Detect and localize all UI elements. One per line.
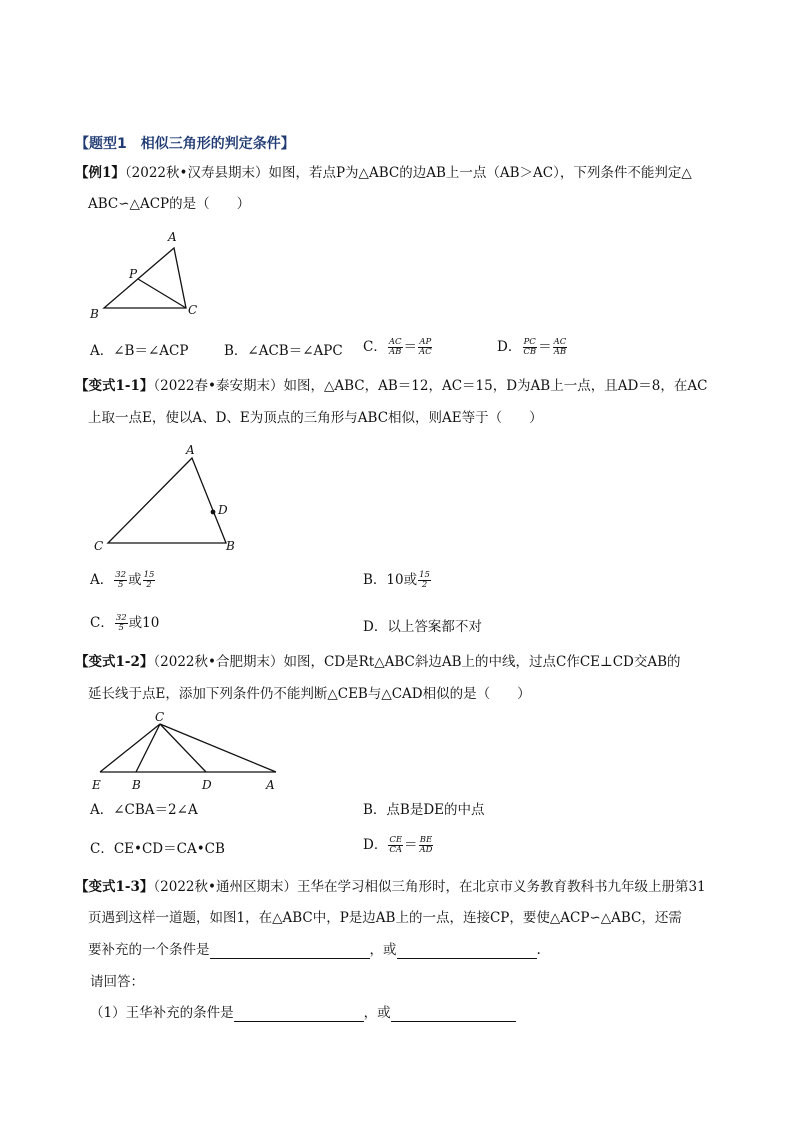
label-p: P	[129, 267, 138, 281]
ex1-option-d	[497, 338, 568, 357]
v11-text1: （2022春•泰安期末）如图，△ABC，AB＝12，AC＝15，D为AB上一点，且AD＝8，在AC	[153, 378, 708, 394]
v13-line4: 请回答：	[90, 974, 144, 990]
v11-option-c-prefix: C．	[90, 615, 114, 631]
v12-option-b: B．点B是DE的中点	[363, 802, 485, 818]
v12-triangle-figure	[86, 708, 286, 796]
v12-line2: 延长线于点E，添加下列条件仍不能判断△CEB与△CAD相似的是（ ）	[88, 686, 531, 702]
label-a: A	[186, 443, 195, 457]
v11-option-a	[90, 571, 156, 590]
fraction	[522, 338, 537, 357]
label-b: B	[226, 539, 235, 553]
fraction	[143, 571, 156, 590]
fraction-num: BE	[419, 835, 433, 845]
section-title: 【题型1 相似三角形的判定条件】	[75, 136, 295, 152]
label-c: C	[155, 710, 165, 724]
v11-option-c-suffix: 或10	[128, 615, 160, 631]
label-b: B	[132, 778, 141, 792]
fraction	[418, 571, 431, 590]
fraction	[388, 338, 403, 357]
v11-option-b-prefix: B．10或	[363, 572, 418, 588]
segment-cb	[136, 724, 160, 772]
segment-pc	[138, 279, 186, 308]
fraction	[418, 338, 433, 357]
v13-line5	[90, 1004, 516, 1022]
label-e: E	[92, 778, 101, 792]
answer-blank[interactable]	[234, 1007, 364, 1022]
equals: ＝	[404, 837, 418, 853]
answer-blank[interactable]	[210, 944, 370, 959]
fraction-den: AB	[553, 347, 567, 357]
v11-option-c	[90, 614, 159, 633]
v13-tag: 【变式1-3】	[75, 879, 154, 895]
v12-tag: 【变式1-2】	[75, 654, 154, 670]
v12-option-d	[363, 836, 435, 855]
v12-option-c: C．CE•CD＝CA•CB	[90, 841, 225, 857]
v11-option-a-prefix: A．	[90, 572, 114, 588]
fraction-den: AB	[388, 347, 402, 357]
fraction	[553, 338, 568, 357]
ex1-option-d-prefix: D．	[497, 339, 522, 355]
v13-line5-b: ，或	[363, 1005, 391, 1021]
v13-line5-a: （1）王华补充的条件是	[90, 1005, 234, 1021]
or-text: 或	[128, 572, 142, 588]
v11-option-b	[363, 571, 432, 590]
label-a: A	[168, 230, 177, 244]
fraction-num: 15	[419, 570, 430, 580]
segment-ce	[100, 724, 160, 772]
fraction	[388, 836, 403, 855]
v12-line1	[75, 653, 681, 671]
label-d: D	[202, 778, 212, 792]
fraction-den: CB	[523, 347, 537, 357]
label-c: C	[94, 539, 104, 553]
fraction-num: PC	[523, 337, 536, 347]
label-c: C	[188, 303, 198, 317]
fraction-num: AC	[553, 337, 567, 347]
v13-text1: （2022秋•通州区期末）王华在学习相似三角形时，在北京市义务教育教科书九年级上册第31	[153, 879, 706, 895]
triangle-abc	[104, 248, 186, 308]
ex1-triangle-figure	[84, 226, 214, 326]
segment-ca	[160, 724, 276, 772]
v13-line3-b: ，或	[369, 942, 397, 958]
fraction-den: AD	[419, 845, 433, 855]
fraction	[115, 614, 128, 633]
v11-triangle-figure	[88, 440, 238, 555]
ex1-tag: 【例1】	[75, 165, 125, 181]
v11-line2: 上取一点E，使以A、D、E为顶点的三角形与ABC相似，则AE等于（ ）	[88, 410, 543, 426]
fraction-den: 5	[118, 623, 124, 633]
v13-line3	[88, 941, 541, 959]
v13-line3-a: 要补充的一个条件是	[88, 942, 210, 958]
point-d	[211, 510, 216, 515]
ex1-line2: ABC∽△ACP的是（ ）	[88, 196, 251, 212]
label-a: A	[266, 778, 275, 792]
fraction-num: 15	[143, 570, 155, 580]
v11-option-d: D．以上答案都不对	[363, 619, 482, 635]
v12-option-a: A．∠CBA＝2∠A	[90, 802, 198, 818]
ex1-option-b: B．∠ACB＝∠APC	[224, 343, 343, 359]
equals: ＝	[403, 339, 417, 355]
ex1-option-a: A．∠B＝∠ACP	[90, 343, 189, 359]
fraction	[114, 571, 127, 590]
v13-line3-c: .	[536, 942, 541, 958]
triangle-abc	[108, 458, 226, 543]
label-b: B	[90, 307, 99, 321]
segment-cd	[160, 724, 206, 772]
ex1-option-c	[363, 338, 434, 357]
label-d: D	[218, 503, 228, 517]
fraction-num: CE	[389, 835, 403, 845]
v11-tag: 【变式1-1】	[75, 378, 154, 394]
ex1-option-c-prefix: C．	[363, 339, 387, 355]
fraction	[419, 836, 434, 855]
fraction-den: 2	[421, 580, 428, 590]
fraction-den: AC	[419, 347, 432, 357]
v12-option-d-prefix: D．	[363, 837, 388, 853]
v12-text1: （2022秋•合肥期末）如图，CD是Rt△ABC斜边AB上的中线，过点C作CE⊥CD交AB的	[153, 654, 681, 670]
fraction-num: AP	[419, 337, 432, 347]
ex1-text1: （2022秋•汉寿县期末）如图，若点P为△ABC的边AB上一点（AB＞AC），下列条件不能判定△	[124, 165, 692, 181]
equals: ＝	[538, 339, 552, 355]
fraction-num: AC	[388, 337, 402, 347]
v13-line2: 页遇到这样一道题，如图1，在△ABC中，P是边AB上的一点，连接CP，要使△ACP∽△ABC，还需	[88, 910, 682, 926]
answer-blank[interactable]	[391, 1007, 516, 1022]
fraction-num: 32	[115, 570, 127, 580]
fraction-num: 32	[115, 613, 127, 623]
fraction-den: 2	[146, 580, 152, 590]
fraction-den: CA	[389, 845, 403, 855]
fraction-den: 5	[117, 580, 124, 590]
answer-blank[interactable]	[397, 944, 537, 959]
ex1-line1	[75, 164, 692, 182]
v13-line1	[75, 878, 706, 896]
v11-line1	[75, 377, 707, 395]
